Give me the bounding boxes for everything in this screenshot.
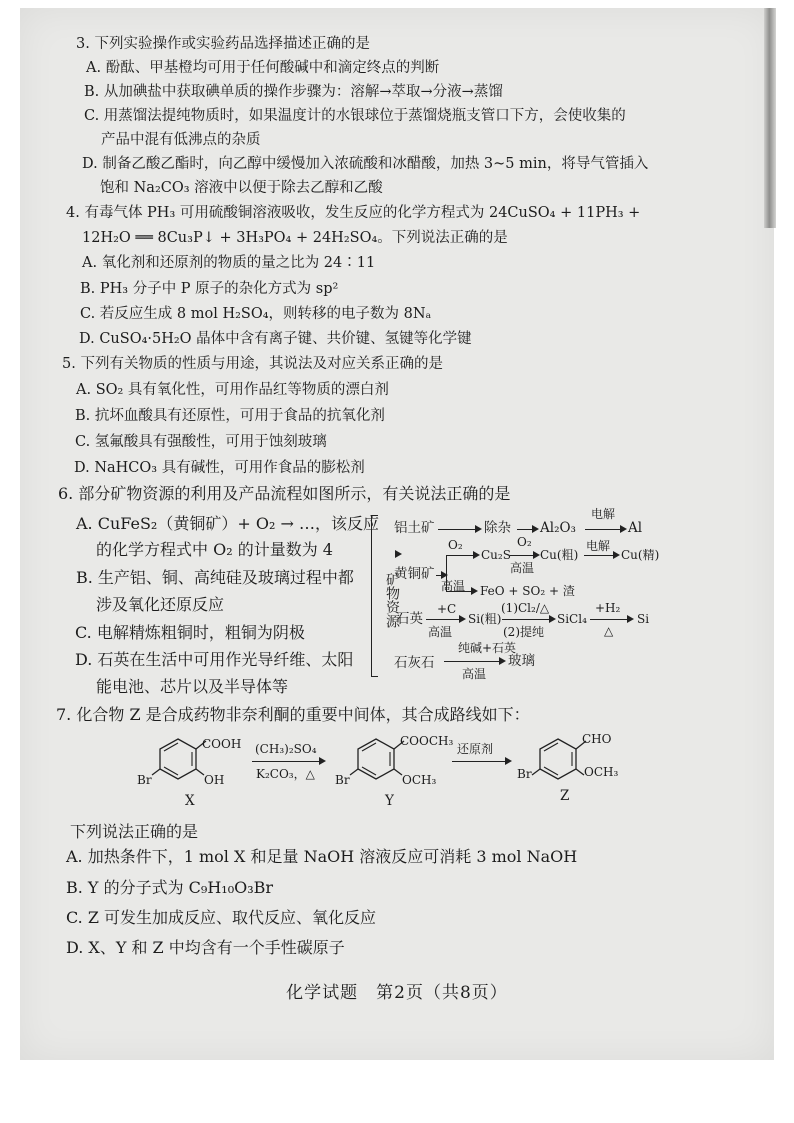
q5-option-b: B. 抗坏血酸具有还原性，可用于食品的抗氧化剂 <box>75 408 385 424</box>
row2-cond-bot: 高温 <box>441 579 466 593</box>
compound-x-br: Br <box>137 773 152 787</box>
row4-cond-top: 纯碱+石英 <box>458 641 517 655</box>
compound-x-oh: OH <box>204 773 225 787</box>
row3-source: 石英 <box>396 611 423 627</box>
q6-option-b-line2: 涉及氧化还原反应 <box>96 595 225 614</box>
row3-step-a: Si(粗) <box>468 612 502 626</box>
q5-option-c: C. 氢氟酸具有强酸性，可用于蚀刻玻璃 <box>75 434 327 450</box>
row2-cond2-top: O₂ <box>517 535 532 549</box>
row4-arrow <box>444 661 504 662</box>
q5-option-a: A. SO₂ 具有氧化性，可用作品红等物质的漂白剂 <box>76 382 389 398</box>
q7-option-b: B. Y 的分子式为 C₉H₁₀O₃Br <box>66 878 274 897</box>
flowchart-bracket <box>371 515 378 677</box>
compound-x-label: X <box>185 793 195 809</box>
row1-arrow2 <box>517 529 537 530</box>
q4-option-b: B. PH₃ 分子中 P 原子的杂化方式为 sp² <box>80 281 339 297</box>
row2-step-a: Cu₂S <box>481 548 511 562</box>
row3-cond-bot: 高温 <box>428 625 453 639</box>
compound-z-br: Br <box>517 767 532 781</box>
row3-cond2-bot: (2)提纯 <box>503 625 544 639</box>
row3-arrow3 <box>590 619 632 620</box>
reaction-arrow-1 <box>252 761 324 762</box>
row1-cond: 电解 <box>591 507 616 521</box>
q3-option-d-line2: 饱和 Na₂CO₃ 溶液中以便于除去乙醇和乙酸 <box>100 180 383 196</box>
row2-cond-top: O₂ <box>448 538 463 552</box>
row2-step-b: Cu(粗) <box>540 548 579 562</box>
reagent1-bottom: K₂CO₃，△ <box>256 767 315 781</box>
q6-option-c: C. 电解精炼粗铜时，粗铜为阴极 <box>75 623 305 642</box>
q3-option-b: B. 从加碘盐中获取碘单质的操作步骤为：溶解→萃取→分液→蒸馏 <box>84 84 503 100</box>
row3-step-b: SiCl₄ <box>557 612 587 626</box>
q3-option-d-line1: D. 制备乙酸乙酯时，向乙醇中缓慢加入浓硫酸和冰醋酸，加热 3~5 min，将导气管插入 <box>82 156 649 172</box>
compound-y-coococh3: COOCH₃ <box>400 734 454 748</box>
q3-option-c-line2: 产品中混有低沸点的杂质 <box>101 132 261 148</box>
row3-cond-top: +C <box>437 602 457 616</box>
q4-option-a: A. 氧化剂和还原剂的物质的量之比为 24∶11 <box>82 255 376 271</box>
compound-x-cooh: COOH <box>202 737 242 751</box>
row2-cond2-bot: 高温 <box>510 561 535 575</box>
q6-option-d-line2: 能电池、芯片以及半导体等 <box>96 677 289 696</box>
row2-arrow1 <box>446 555 478 556</box>
row1-arrow3 <box>585 529 625 530</box>
row4-product: 玻璃 <box>508 653 535 669</box>
row1-step-a: 除杂 <box>484 520 511 536</box>
compound-z-och3: OCH₃ <box>584 765 619 779</box>
flowchart-side-label: 矿物资源 <box>384 572 400 628</box>
row3-arrow2 <box>502 619 554 620</box>
page-binding-edge <box>764 8 776 228</box>
q7-stem: 7. 化合物 Z 是合成药物非奈利酮的重要中间体，其合成路线如下： <box>56 705 530 724</box>
row1-step-b: Al₂O₃ <box>540 520 576 536</box>
row2-arrow2 <box>510 555 538 556</box>
row2-stem <box>436 575 446 576</box>
q6-option-a-line1: A. CuFeS₂（黄铜矿）+ O₂ → …，该反应 <box>76 514 379 533</box>
q7-option-a: A. 加热条件下，1 mol X 和足量 NaOH 溶液反应可消耗 3 mol NaOH <box>66 847 578 866</box>
q7-option-c: C. Z 可发生加成反应、取代反应、氧化反应 <box>66 908 377 927</box>
q6-option-a-line2: 的化学方程式中 O₂ 的计量数为 4 <box>96 540 333 559</box>
row2-arrow3 <box>584 555 618 556</box>
reaction-arrow-2 <box>452 761 510 762</box>
compound-z-cho: CHO <box>582 732 612 746</box>
q3-option-a: A. 酚酞、甲基橙均可用于任何酸碱中和滴定终点的判断 <box>86 60 440 76</box>
compound-y-label: Y <box>385 793 394 809</box>
row3-cond3-bot: △ <box>604 624 614 638</box>
row3-cond3-top: +H₂ <box>595 601 621 615</box>
q3-stem: 3. 下列实验操作或实验药品选择描述正确的是 <box>76 36 370 52</box>
row1-product: Al <box>628 520 643 536</box>
q4-stem-line1: 4. 有毒气体 PH₃ 可用硫酸铜溶液吸收，发生反应的化学方程式为 24CuSO₄ + 11PH₃ + <box>66 205 641 221</box>
row3-product: Si <box>637 612 650 626</box>
page-footer: 化学试题 第2页（共8页） <box>286 983 508 1003</box>
compound-z-label: Z <box>560 788 570 804</box>
q4-option-d: D. CuSO₄·5H₂O 晶体中含有离子键、共价键、氢键等化学键 <box>79 331 472 347</box>
row1-source: 铝土矿 <box>394 520 435 536</box>
compound-y-br: Br <box>335 773 350 787</box>
q5-option-d: D. NaHCO₃ 具有碱性，可用作食品的膨松剂 <box>74 460 365 476</box>
row2-arrow4 <box>446 591 476 592</box>
row4-source: 石灰石 <box>394 655 435 671</box>
row2-product: Cu(精) <box>621 548 660 562</box>
row2-cond3: 电解 <box>586 539 611 553</box>
reagent1-top: (CH₃)₂SO₄ <box>255 742 317 756</box>
q6-option-b-line1: B. 生产铝、铜、高纯硅及玻璃过程中都 <box>76 568 354 587</box>
q6-option-d-line1: D. 石英在生活中可用作光导纤维、太阳 <box>75 650 354 669</box>
row3-arrow1 <box>426 619 464 620</box>
q6-stem: 6. 部分矿物资源的利用及产品流程如图所示，有关说法正确的是 <box>58 484 511 503</box>
row2-byproduct: FeO + SO₂ + 渣 <box>480 584 575 598</box>
q3-option-c-line1: C. 用蒸馏法提纯物质时，如果温度计的水银球位于蒸馏烧瓶支管口下方，会使收集的 <box>84 108 626 124</box>
q7-ask: 下列说法正确的是 <box>70 822 199 841</box>
compound-y-och3: OCH₃ <box>402 773 437 787</box>
q5-stem: 5. 下列有关物质的性质与用途，其说法及对应关系正确的是 <box>62 356 443 372</box>
row2-source: 黄铜矿 <box>394 566 435 582</box>
q7-option-d: D. X、Y 和 Z 中均含有一个手性碳原子 <box>66 938 345 957</box>
row1-arrow1 <box>438 529 480 530</box>
row4-cond-bot: 高温 <box>462 667 487 681</box>
reagent2: 还原剂 <box>457 742 494 756</box>
row3-cond2-top: (1)Cl₂/△ <box>501 601 550 615</box>
q4-stem-line2: 12H₂O ══ 8Cu₃P↓ + 3H₃PO₄ + 24H₂SO₄。下列说法正确的是 <box>82 230 508 246</box>
q4-option-c: C. 若反应生成 8 mol H₂SO₄，则转移的电子数为 8Nₐ <box>80 306 432 322</box>
